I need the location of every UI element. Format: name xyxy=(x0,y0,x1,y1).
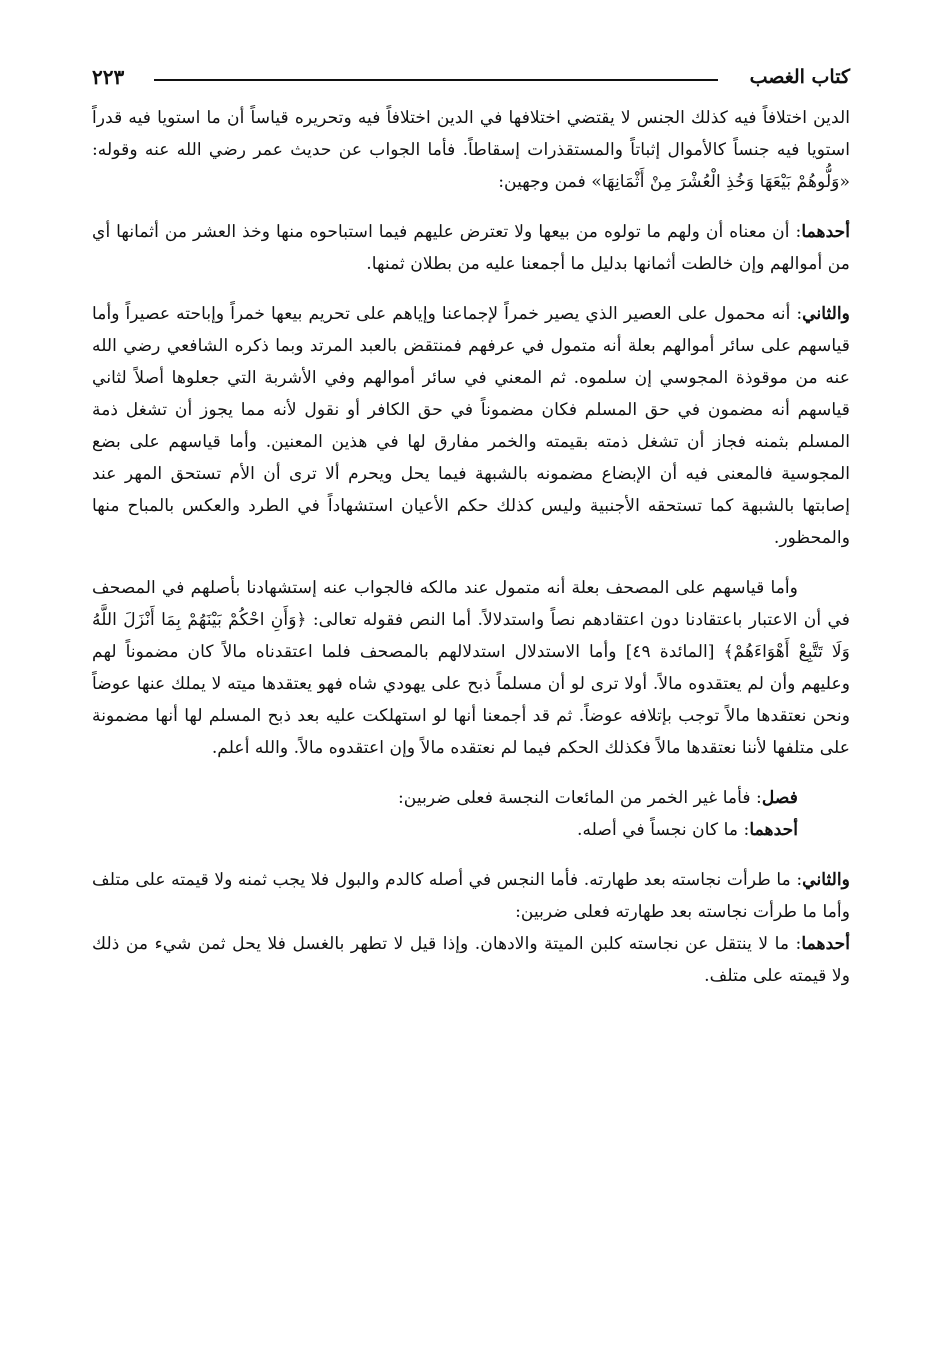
paragraph-first-answer xyxy=(92,216,850,280)
body-text xyxy=(92,102,850,992)
header-rule xyxy=(154,79,718,81)
section-label: فصل xyxy=(761,788,798,808)
paragraph-continuation xyxy=(92,102,850,198)
paragraph-section-heading xyxy=(92,782,850,814)
paragraph-text: الدين اختلافاً فيه كذلك الجنس لا يقتضي اختلافها في الدين اختلافاً فيه وتحريره قياساً أن ما استويا فيه قدراً استويا فيه جنساً كالأموال إثباتاً والمستقذرات إسقاطاً. فأما الجواب عن حديث عمر رضي الله عنه وقوله: «وَلُّوهُمْ بَيْعَهَا وَخُذِ الْعُشْرَ مِنْ أَثْمَانِهَا» فمن وجهين: xyxy=(92,108,850,192)
book-title: كتاب الغصب xyxy=(749,66,850,88)
paragraph-text: : ما طرأت نجاسته بعد طهارته. فأما النجس في أصله كالدم والبول فلا يجب ثمنه ولا قيمته على متلف وأما ما طرأت نجاسته بعد طهارته فعلى ضربين: xyxy=(92,870,850,922)
paragraph-text: : أنه محمول على العصير الذي يصير خمراً لإجماعنا وإياهم على تحريم بيعها خمراً وإباحته عصيراً وأما قياسهم على سائر أموالهم بعلة أنه متمول في عرفهم فمنتقض بالعبد المرتد وبما ذكره الشافعي رضي الله عنه من موقوذة المجوسي إن سلموه. ثم المعني في سائر أموالهم وفي الأشربة التي جعلوها أصلاً لثاني قياسهم أنه مضمون في حق المسلم فكان مضموناً في حق الكافر أو نقول لأنه مما يجوز أن تشغل ذمة المسلم بثمنه فجاز أن تشغل ذمته بقيمته والخمر مفارق لها في هذين المعنين. وأما قياسهم على بضع المجوسية فالمعنى فيه أن الإبضاع مضمونه بالشبهة فيما يحل ويحرم ألا ترى أن الأم تستحق المهر عند إصابتها بالشبهة كما تستحقه الأجنبية وليس كذلك حكم الأعيان استشهاداً في الطرد والعكس بالمباح منها والمحظور. xyxy=(92,304,850,548)
paragraph-second-answer xyxy=(92,298,850,554)
paragraph-first-kind xyxy=(92,814,850,846)
paragraph-text: : فأما غير الخمر من المائعات النجسة فعلى ضربين: xyxy=(398,788,762,808)
paragraph-lead: أحدهما xyxy=(801,222,850,242)
running-header xyxy=(92,62,850,92)
paragraph-lead: أحدهما xyxy=(801,934,850,954)
page-number: ٢٢٣ xyxy=(92,65,125,89)
paragraph-lead: والثاني xyxy=(802,304,850,324)
paragraph-text: وأما قياسهم على المصحف بعلة أنه متمول عند مالكه فالجواب عنه إستشهادنا بأصلهم في المصحف في أن الاعتبار باعتقادنا دون اعتقادهم نصاً واستدلالاً. أما النص فقوله تعالى: ﴿وَأَنِ احْكُمْ بَيْنَهُمْ بِمَا أَنْزَلَ اللَّهُ وَلَا تَتَّبِعْ أَهْوَاءَهُمْ﴾ [المائدة ٤٩] وأما الاستدلال استدلالهم بالمصحف فلما اعتقدناه مالاً كان مضموناً لهم وعليهم وأن لم يعتقدوه مالاً. أولا ترى لو أن مسلماً ذبح على يهودي شاه فهو يعتقدها ميته لا يملك عنها عوضاً ونحن نعتقدها مالاً توجب بإتلافه عوضاً. ثم قد أجمعنا أنها لو استهلكت عليه بعد ذبح المسلم لها أنها مضمونة على متلفها لأننا نعتقدها مالاً فكذلك الحكم فيما لم نعتقده مالاً وإن اعتقدوه مالاً. والله أعلم. xyxy=(92,578,850,758)
paragraph-first-subkind xyxy=(92,928,850,992)
paragraph-text: : أن معناه أن ولهم ما تولوه من بيعها ولا تعترض عليهم فيما استباحوه منها وخذ العشر من أثمانها أي من أموالهم وإن خالطت أثمانها بدليل ما أجمعنا عليه من بطلان ثمنها. xyxy=(92,222,850,274)
paragraph-lead: والثاني xyxy=(802,870,850,890)
paragraph-lead: أحدهما xyxy=(749,820,798,840)
paragraph-text: : ما لا ينتقل عن نجاسته كلبن الميتة والادهان. وإذا قيل لا تطهر بالغسل فلا يحل ثمن شيء من ذلك ولا قيمته على متلف. xyxy=(92,934,850,986)
paragraph-text: : ما كان نجساً في أصله. xyxy=(577,820,750,840)
paragraph-second-kind xyxy=(92,864,850,928)
paragraph-mushaf xyxy=(92,572,850,764)
